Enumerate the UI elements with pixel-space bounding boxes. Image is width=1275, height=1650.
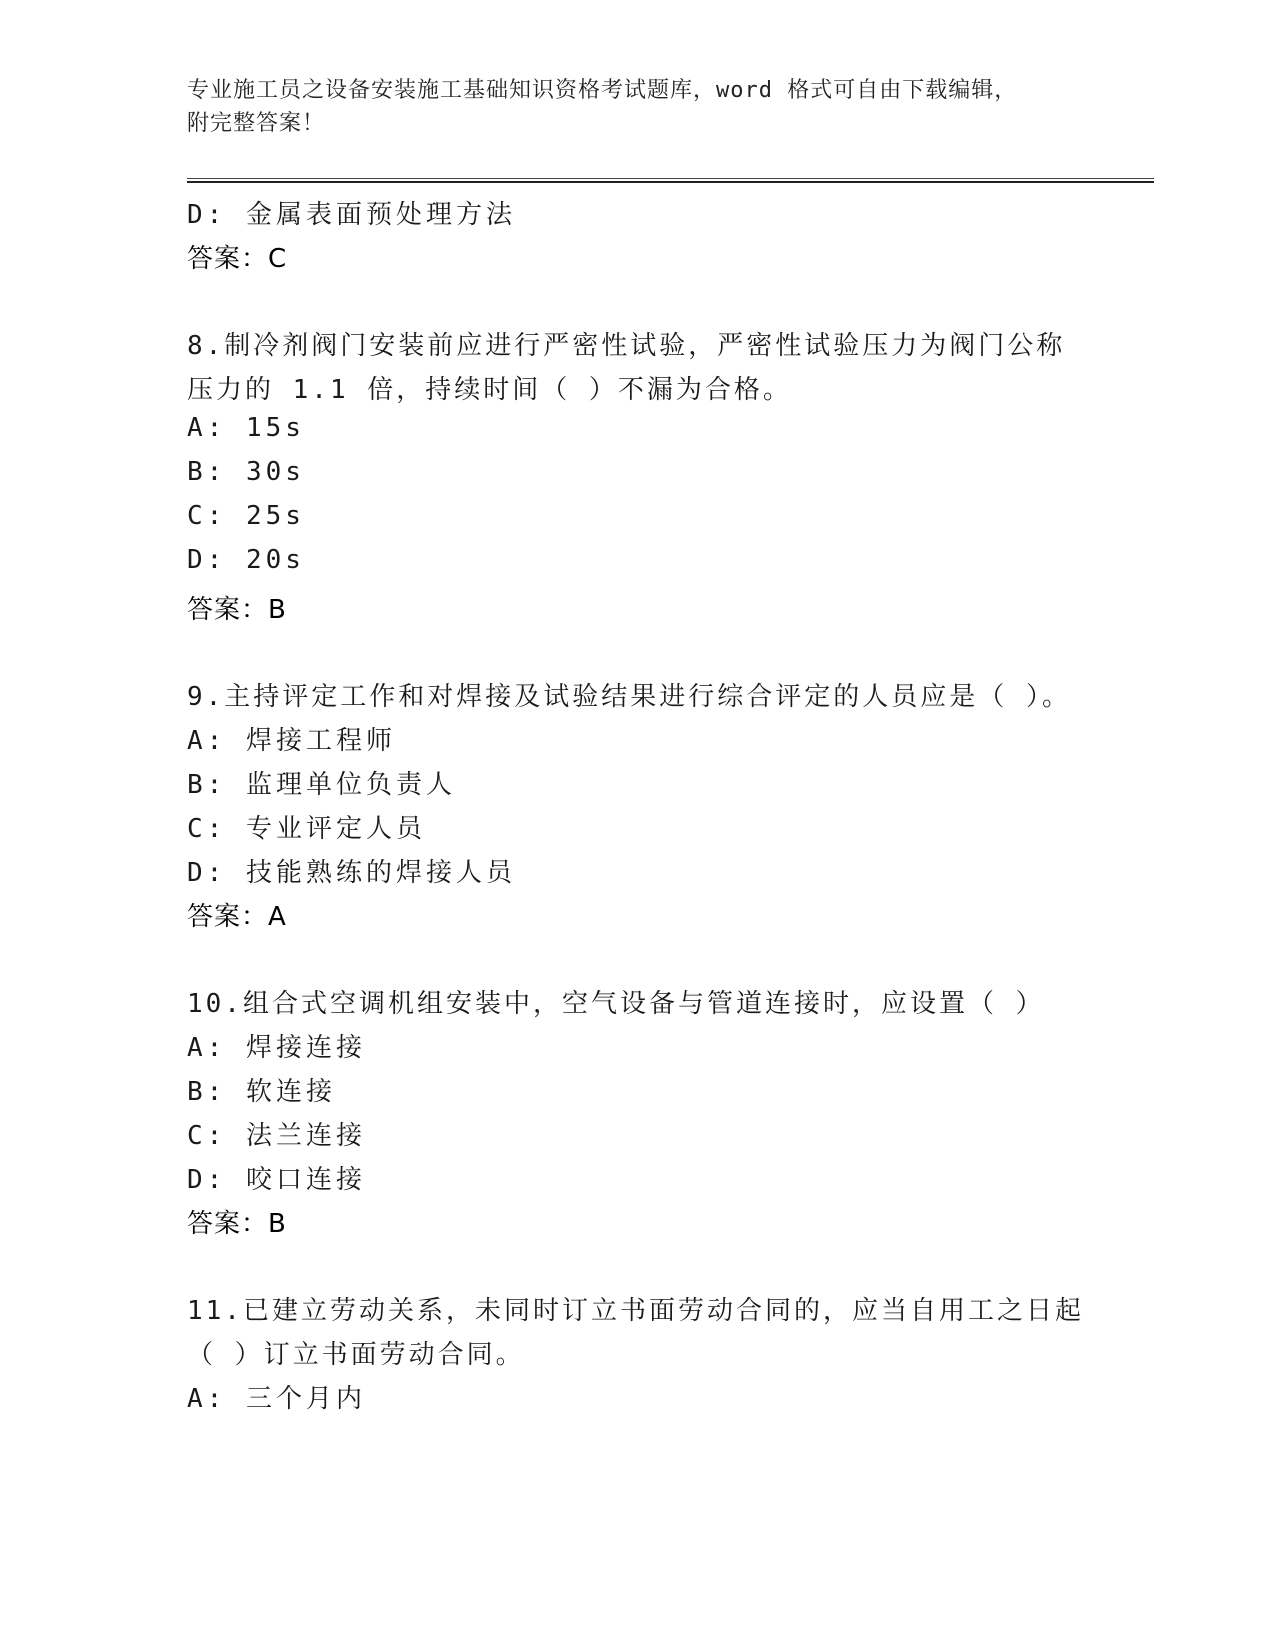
- q9-option-d: D: 技能熟练的焊接人员: [187, 858, 516, 888]
- q10-text-line-1: 10.组合式空调机组安装中，空气设备与管道连接时，应设置（ ）: [187, 989, 1045, 1019]
- q8-option-a: A: 15s: [187, 413, 305, 443]
- document-header: [187, 74, 1087, 140]
- q8-option-b: B: 30s: [187, 457, 305, 487]
- q8-option-c: C: 25s: [187, 501, 305, 531]
- q11-text-line-1: 11.已建立劳动关系，未同时订立书面劳动合同的，应当自用工之日起: [187, 1296, 1084, 1326]
- q9-answer: 答案：A: [187, 902, 287, 932]
- q11-option-a: A: 三个月内: [187, 1384, 366, 1414]
- q8-text-line-2: 压力的 1.1 倍，持续时间（ ）不漏为合格。: [187, 375, 792, 405]
- q7-answer: 答案：C: [187, 244, 288, 274]
- header-line-1: 专业施工员之设备安装施工基础知识资格考试题库，word 格式可自由下载编辑，: [187, 78, 1018, 103]
- header-line-2: 附完整答案！: [187, 111, 326, 136]
- q10-answer: 答案：B: [187, 1209, 287, 1239]
- q10-option-a: A: 焊接连接: [187, 1033, 366, 1063]
- q10-option-d: D: 咬口连接: [187, 1165, 366, 1195]
- header-divider-thick: [187, 181, 1154, 183]
- header-divider-thin: [187, 178, 1154, 179]
- q9-option-c: C: 专业评定人员: [187, 814, 426, 844]
- q8-option-d: D: 20s: [187, 545, 305, 575]
- q9-option-a: A: 焊接工程师: [187, 726, 396, 756]
- q10-option-c: C: 法兰连接: [187, 1121, 366, 1151]
- q9-option-b: B: 监理单位负责人: [187, 770, 456, 800]
- q8-text-line-1: 8.制冷剂阀门安装前应进行严密性试验，严密性试验压力为阀门公称: [187, 331, 1066, 361]
- q7-option-d: D: 金属表面预处理方法: [187, 200, 516, 230]
- q10-option-b: B: 软连接: [187, 1077, 336, 1107]
- q8-answer: 答案：B: [187, 595, 287, 625]
- q9-text-line-1: 9.主持评定工作和对焊接及试验结果进行综合评定的人员应是（ ）。: [187, 682, 1071, 712]
- q11-text-line-2: （ ）订立书面劳动合同。: [187, 1340, 525, 1370]
